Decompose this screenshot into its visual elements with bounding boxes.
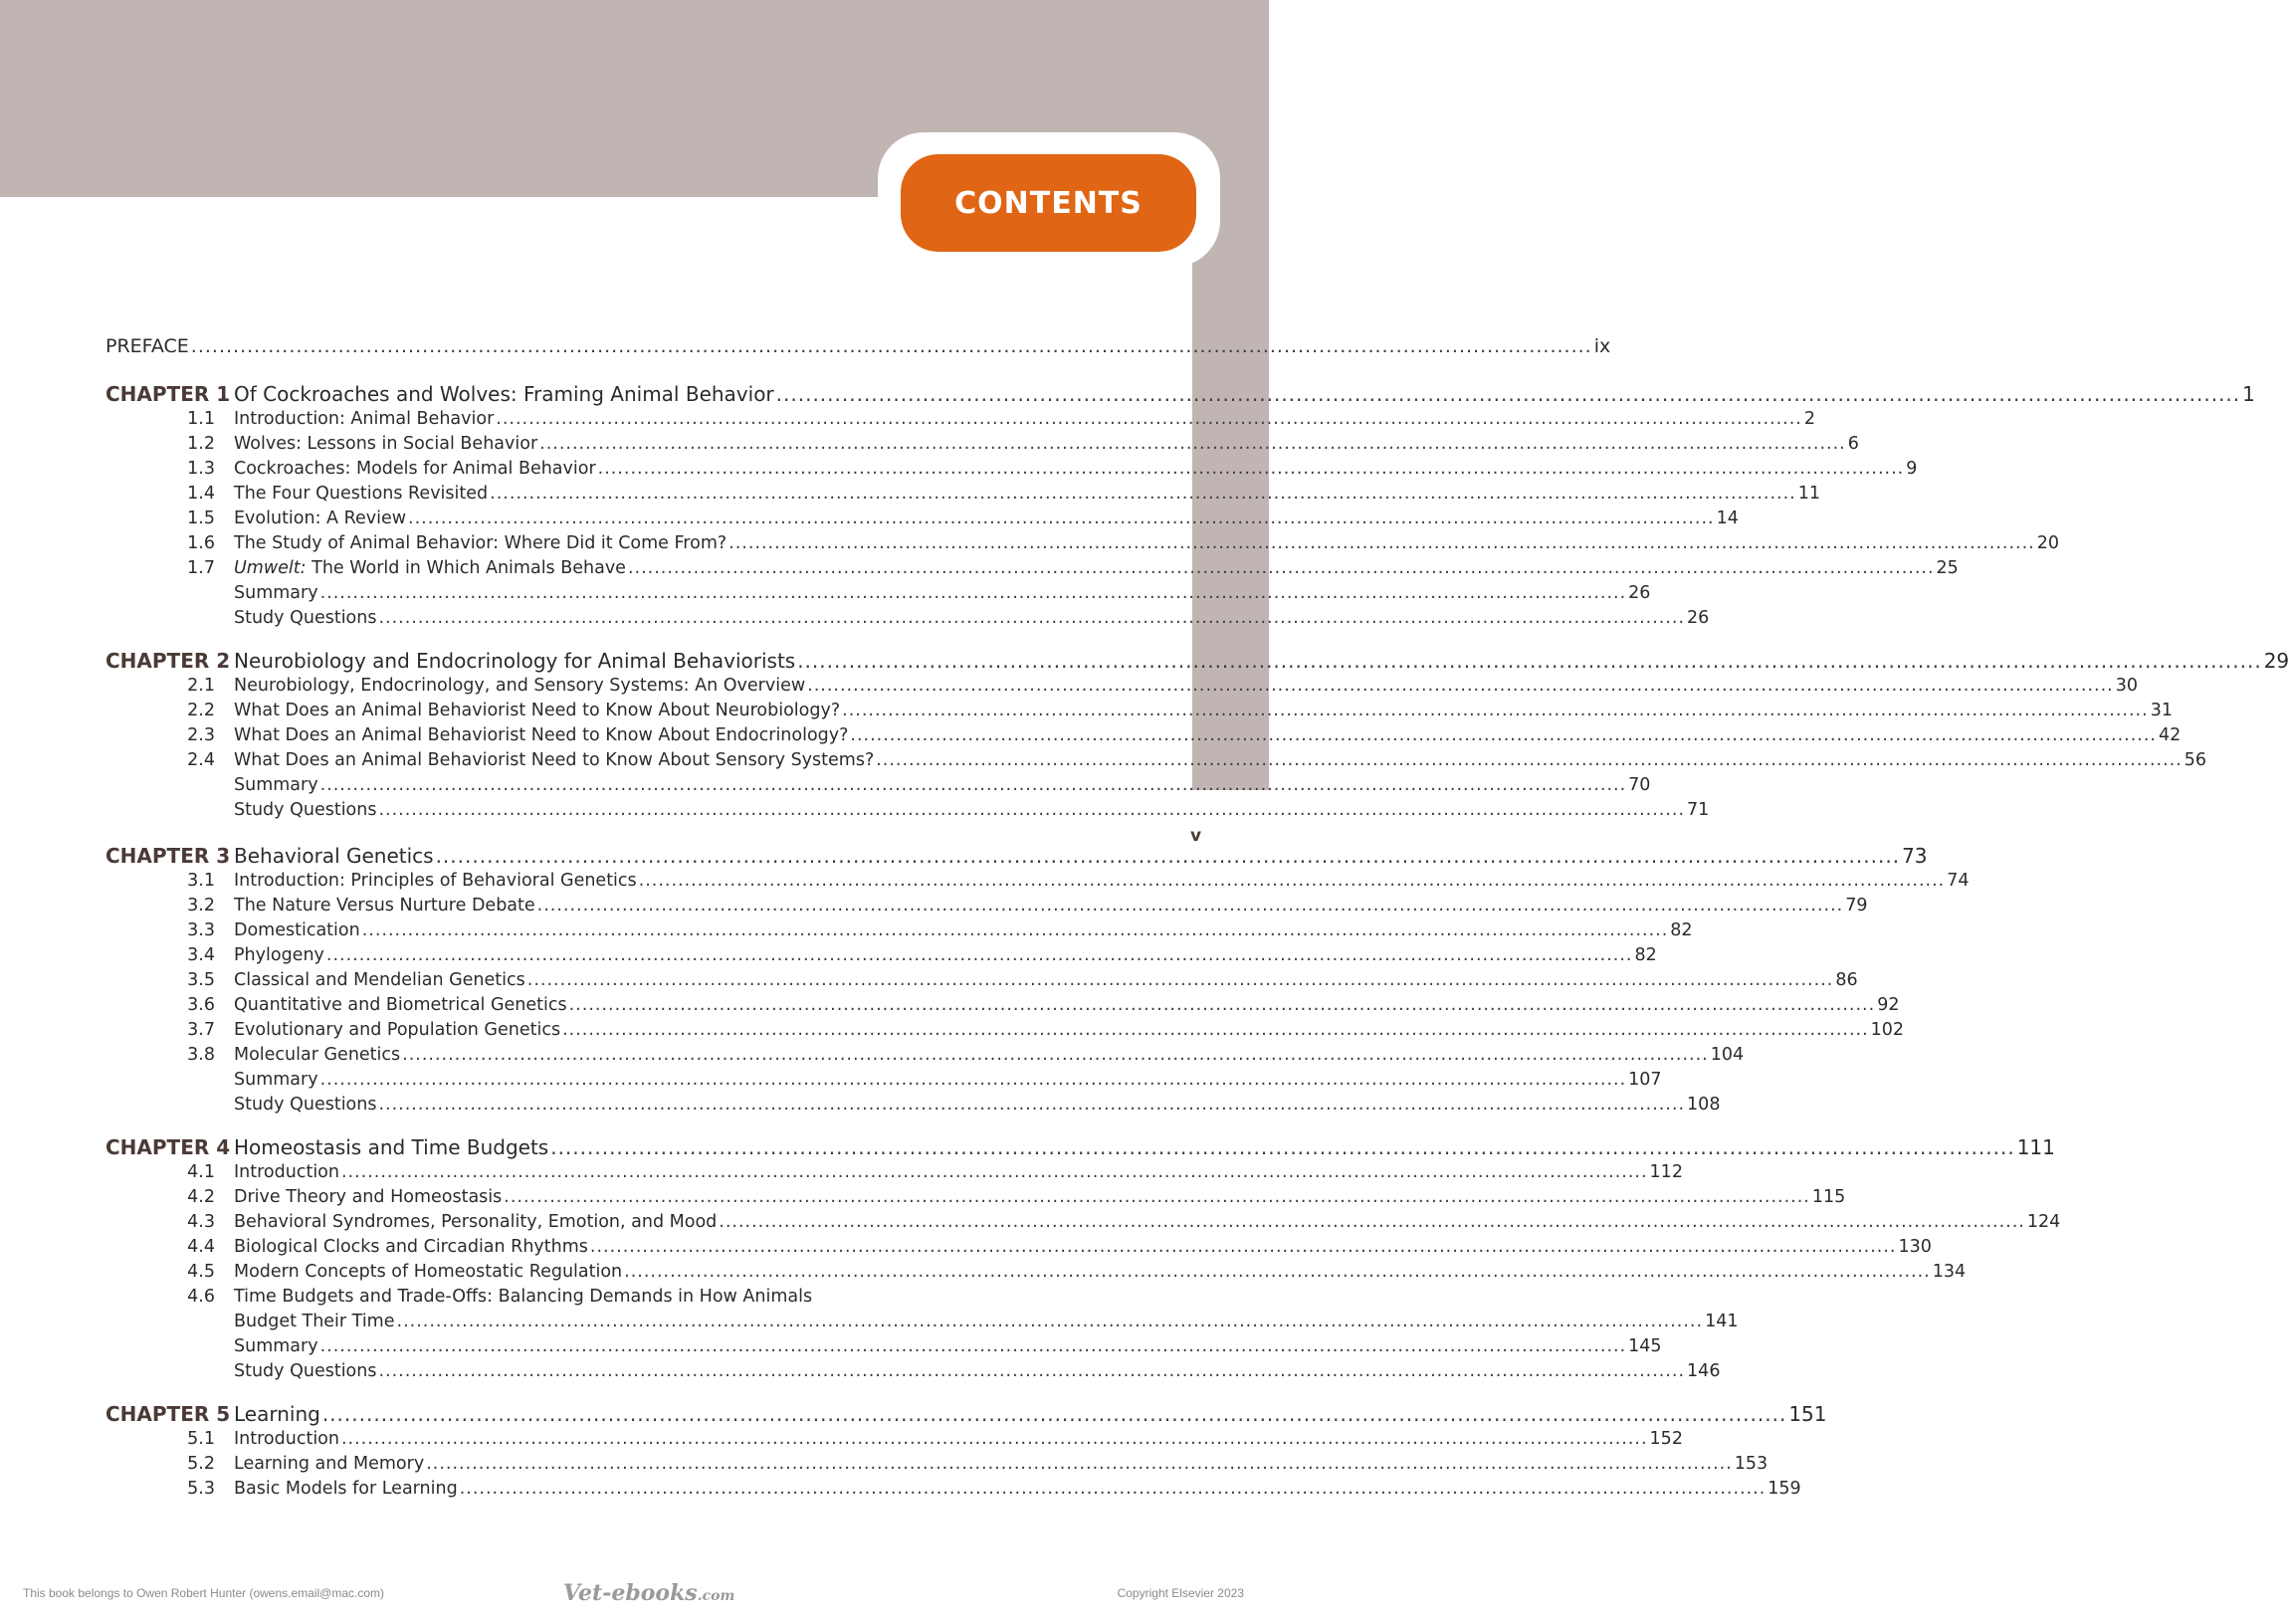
dot-leader: ........................................................................................................................................................................................................ [850,725,2157,745]
section-page: 71 [1687,800,1710,820]
section-title-text: Summary [234,583,318,603]
section-title [234,408,494,430]
toc-section-4-1[interactable] [105,1158,1683,1183]
chapter-page: 73 [1902,844,1928,868]
vet-ebooks-logo [563,1580,734,1606]
section-title [234,1360,376,1382]
copyright-note: Copyright Elsevier 2023 [1117,1586,1244,1600]
dot-leader: ........................................................................................................................................................................................................ [340,1162,1648,1182]
dot-leader: ........................................................................................................................................................................................................ [562,1020,1869,1040]
section-page: 104 [1710,1045,1745,1065]
section-page: 14 [1716,508,1739,528]
section-page: 30 [2115,676,2138,696]
toc-section-1-6[interactable] [105,529,2059,554]
section-title: Time Budgets and Trade-Offs: Balancing Demands in How Animals [234,1287,813,1307]
dot-leader: ........................................................................................................................................................................................................ [319,775,1627,795]
section-title [234,557,626,579]
toc-section-3-2[interactable] [105,892,1868,916]
toc-section-3-7[interactable] [105,1016,1905,1041]
section-number: 5.2 [187,1454,215,1474]
toc-section-3-5[interactable] [105,966,1858,991]
section-title [234,895,535,916]
toc-section-3-6[interactable] [105,991,1900,1016]
dot-leader: ........................................................................................................................................................................................................ [426,1454,1733,1474]
section-page: 130 [1898,1237,1932,1257]
section-number: 3.1 [187,871,215,891]
section-number: 2.1 [187,676,215,696]
section-title-text: Cockroaches: Models for Animal Behavior [234,459,596,479]
section-title-text: Introduction [234,1162,339,1182]
section-number: 3.6 [187,995,215,1015]
toc-section-2-3[interactable] [105,721,2182,746]
toc-summary[interactable] [105,579,1651,604]
dot-leader: ........................................................................................................................................................................................................ [319,583,1627,603]
dot-leader: ........................................................................................................................................................................................................ [340,1429,1648,1449]
section-number: 4.4 [187,1237,215,1257]
section-number: 5.1 [187,1429,215,1449]
section-title [234,919,360,941]
chapter-title: Of Cockroaches and Wolves: Framing Animal Behavior [234,382,774,406]
dot-leader: ........................................................................................................................................................................................................ [496,409,1802,429]
section-number: 3.8 [187,1045,215,1065]
dot-leader: ........................................................................................................................................................................................................ [775,382,2241,406]
section-title [234,1186,502,1208]
section-title [234,1453,424,1475]
section-title-text: The Four Questions Revisited [234,484,489,504]
section-page: 159 [1768,1479,1801,1499]
toc-preface-label: PREFACE [105,335,189,357]
section-page: 115 [1811,1187,1846,1207]
section-page: 20 [2036,533,2059,553]
section-title-text: Introduction: Animal Behavior [234,409,495,429]
toc-section-2-2[interactable] [105,697,2173,721]
section-title-text: Introduction [234,1429,339,1449]
section-page: 6 [1847,434,1859,454]
section-title-text: Study Questions [234,1361,377,1381]
section-title [234,483,488,505]
section-page: 86 [1835,970,1858,990]
section-title [234,774,318,796]
dot-leader: ........................................................................................................................................................................................................ [550,1135,2015,1159]
chapter-title: Learning [234,1402,320,1426]
chapter-label: CHAPTER 1 [105,382,231,406]
dot-leader: ........................................................................................................................................................................................................ [190,335,1592,357]
toc-study-questions[interactable] [105,796,1710,821]
toc-preface-page: ix [1593,335,1611,357]
section-title [234,1069,318,1091]
section-page: 92 [1877,995,1900,1015]
toc-study-questions[interactable] [105,604,1710,629]
toc-section-1-1[interactable] [105,405,1815,430]
toc-summary[interactable] [105,1332,1662,1357]
section-title [234,944,324,966]
section-title-text: Basic Models for Learning [234,1479,458,1499]
section-number: 3.3 [187,920,215,940]
section-title-text: The Study of Animal Behavior: Where Did it Come From? [234,533,728,553]
dot-leader: ........................................................................................................................................................................................................ [378,800,1686,820]
dot-leader: ........................................................................................................................................................................................................ [378,1361,1686,1381]
dot-leader: ........................................................................................................................................................................................................ [435,844,1901,868]
toc-section-3-1[interactable] [105,867,1970,892]
section-title-italic: Umwelt: [234,558,307,578]
section-title-text: Neurobiology, Endocrinology, and Sensory Systems: An Overview [234,676,806,696]
dot-leader: ........................................................................................................................................................................................................ [589,1237,1897,1257]
section-number: 4.6 [187,1287,215,1307]
toc-section-3-8[interactable] [105,1041,1745,1066]
section-title [234,1261,622,1283]
section-page: 124 [2026,1212,2061,1232]
dot-leader: ........................................................................................................................................................................................................ [361,920,1669,940]
chapter-title: Neurobiology and Endocrinology for Animal Behaviorists [234,649,796,673]
page-number: v [1190,826,1202,846]
section-title-text: Learning and Memory [234,1454,425,1474]
logo-suffix: .com [697,1588,735,1604]
dot-leader: ........................................................................................................................................................................................................ [797,649,2262,673]
dot-leader: ........................................................................................................................................................................................................ [490,484,1796,504]
section-title [234,582,318,604]
contents-heading: CONTENTS [954,185,1143,221]
section-title-text: Study Questions [234,800,377,820]
section-title-text: Phylogeny [234,945,324,965]
toc-section-3-3[interactable] [105,916,1693,941]
section-number: 2.2 [187,701,215,720]
ownership-note: This book belongs to Owen Robert Hunter (owens.email@mac.com) [23,1586,384,1600]
chapter-page: 111 [2016,1135,2055,1159]
dot-leader: ........................................................................................................................................................................................................ [408,508,1715,528]
dot-leader: ........................................................................................................................................................................................................ [627,558,1935,578]
section-title [234,675,805,697]
chapter-title: Behavioral Genetics [234,844,434,868]
dot-leader: ........................................................................................................................................................................................................ [624,1262,1931,1282]
dot-leader: ........................................................................................................................................................................................................ [378,1095,1686,1115]
dot-leader: ........................................................................................................................................................................................................ [459,1479,1767,1499]
section-title [234,1019,560,1041]
section-title [234,458,596,480]
dot-leader: ........................................................................................................................................................................................................ [807,676,2114,696]
section-page: 11 [1797,484,1820,504]
section-title [234,1211,717,1233]
toc-section-4-6-line1[interactable] [105,1283,919,1308]
toc-section-2-4[interactable] [105,746,2207,771]
toc-chapter-1[interactable] [105,380,2255,406]
section-title-text: Biological Clocks and Circadian Rhythms [234,1237,588,1257]
section-page: 107 [1628,1070,1662,1090]
toc-section-1-2[interactable] [105,430,1859,455]
dot-leader: ........................................................................................................................................................................................................ [719,1212,2025,1232]
section-title-text: Study Questions [234,608,377,628]
toc-section-4-2[interactable] [105,1183,1846,1208]
toc-chapter-4[interactable] [105,1133,2055,1159]
toc-chapter-3[interactable] [105,842,1928,868]
chapter-page: 1 [2242,382,2255,406]
section-title-text: Evolution: A Review [234,508,407,528]
toc-section-4-3[interactable] [105,1208,2061,1233]
chapter-title: Homeostasis and Time Budgets [234,1135,549,1159]
dot-leader: ........................................................................................................................................................................................................ [876,750,2183,770]
section-page: 112 [1649,1162,1683,1182]
section-title [234,508,406,529]
section-title-text: Summary [234,1070,318,1090]
section-title [234,994,567,1016]
section-title-text: The World in Which Animals Behave [306,558,626,578]
dot-leader: ........................................................................................................................................................................................................ [396,1312,1704,1331]
dot-leader: ........................................................................................................................................................................................................ [325,945,1633,965]
section-title-text: Wolves: Lessons in Social Behavior [234,434,538,454]
toc-section-5-1[interactable] [105,1425,1683,1450]
section-page: 9 [1906,459,1918,479]
toc-study-questions[interactable] [105,1091,1721,1116]
section-number: 3.7 [187,1020,215,1040]
section-number: 5.3 [187,1479,215,1499]
section-title [234,1044,400,1066]
dot-leader: ........................................................................................................................................................................................................ [842,701,2149,720]
section-page: 141 [1705,1312,1739,1331]
dot-leader: ........................................................................................................................................................................................................ [319,1070,1627,1090]
section-number: 3.4 [187,945,215,965]
toc-section-4-5[interactable] [105,1258,1967,1283]
dot-leader: ........................................................................................................................................................................................................ [539,434,1846,454]
toc-summary[interactable] [105,1066,1662,1091]
section-page: 2 [1803,409,1815,429]
section-number: 2.3 [187,725,215,745]
section-title [234,969,525,991]
section-title-text: Study Questions [234,1095,377,1115]
section-number: 4.1 [187,1162,215,1182]
section-page: 134 [1932,1262,1967,1282]
section-number: 1.6 [187,533,215,553]
dot-leader: ........................................................................................................................................................................................................ [378,608,1686,628]
section-title [234,1428,339,1450]
section-number: 1.2 [187,434,215,454]
section-title [234,799,376,821]
dot-leader: ........................................................................................................................................................................................................ [638,871,1946,891]
section-page: 25 [1936,558,1959,578]
section-title-text: Molecular Genetics [234,1045,401,1065]
section-title-text: Summary [234,1336,318,1356]
section-page: 70 [1628,775,1651,795]
section-title [234,1094,376,1116]
section-page: 153 [1734,1454,1769,1474]
section-number: 2.4 [187,750,215,770]
logo-text: Vet-ebooks [563,1580,698,1606]
section-page: 56 [2184,750,2207,770]
dot-leader: ........................................................................................................................................................................................................ [321,1402,1787,1426]
section-title [234,870,637,892]
section-page: 26 [1628,583,1651,603]
toc-preface[interactable] [105,332,1611,357]
section-title [234,607,376,629]
chapter-label: CHAPTER 5 [105,1402,231,1426]
section-title-text: Introduction: Principles of Behavioral Genetics [234,871,637,891]
section-page: 26 [1687,608,1710,628]
toc-section-5-3[interactable] [105,1475,1801,1500]
section-number: 1.4 [187,484,215,504]
section-title-text: Behavioral Syndromes, Personality, Emotion, and Mood [234,1212,718,1232]
toc-section-5-2[interactable] [105,1450,1769,1475]
section-page: 79 [1845,896,1868,915]
section-number: 1.5 [187,508,215,528]
section-page: 145 [1628,1336,1662,1356]
chapter-page: 151 [1788,1402,1827,1426]
toc-section-4-4[interactable] [105,1233,1932,1258]
toc-section-4-6[interactable] [105,1308,1739,1332]
toc-section-1-3[interactable] [105,455,1918,480]
section-title-text: Classical and Mendelian Genetics [234,970,525,990]
toc-chapter-5[interactable] [105,1400,1827,1426]
chapter-label: CHAPTER 4 [105,1135,231,1159]
dot-leader: ........................................................................................................................................................................................................ [568,995,1876,1015]
section-number: 1.7 [187,558,215,578]
section-title [234,724,848,746]
dot-leader: ........................................................................................................................................................................................................ [319,1336,1627,1356]
chapter-label: CHAPTER 2 [105,649,231,673]
section-title [234,1478,458,1500]
section-title-text: The Nature Versus Nurture Debate [234,896,535,915]
dot-leader: ........................................................................................................................................................................................................ [402,1045,1709,1065]
section-title [234,532,727,554]
toc-section-3-4[interactable] [105,941,1657,966]
section-number: 3.2 [187,896,215,915]
section-page: 42 [2158,725,2182,745]
section-page: 108 [1687,1095,1721,1115]
section-title-text: What Does an Animal Behaviorist Need to Know About Endocrinology? [234,725,849,745]
section-title-text: Quantitative and Biometrical Genetics [234,995,567,1015]
section-title [234,433,537,455]
section-page: 82 [1634,945,1657,965]
section-number: 1.3 [187,459,215,479]
dot-leader: ........................................................................................................................................................................................................ [526,970,1834,990]
toc-chapter-2[interactable] [105,647,2289,673]
section-number: 4.2 [187,1187,215,1207]
chapter-label: CHAPTER 3 [105,844,231,868]
section-number: 4.5 [187,1262,215,1282]
section-title [234,1161,339,1183]
section-title-text: Evolutionary and Population Genetics [234,1020,561,1040]
toc-summary[interactable] [105,771,1651,796]
section-page: 74 [1947,871,1970,891]
section-title-text: Summary [234,775,318,795]
dot-leader: ........................................................................................................................................................................................................ [728,533,2035,553]
section-page: 31 [2150,701,2173,720]
toc-section-1-5[interactable] [105,505,1739,529]
section-page: 102 [1870,1020,1905,1040]
chapter-page: 29 [2263,649,2289,673]
section-page: 82 [1670,920,1693,940]
section-title-text: Modern Concepts of Homeostatic Regulation [234,1262,623,1282]
section-number: 3.5 [187,970,215,990]
section-title-text: What Does an Animal Behaviorist Need to Know About Sensory Systems? [234,750,875,770]
toc-section-2-1[interactable] [105,672,2138,697]
contents-tab [901,154,1196,252]
section-title [234,700,840,721]
section-page: 152 [1649,1429,1683,1449]
dot-leader: ........................................................................................................................................................................................................ [536,896,1844,915]
section-title [234,749,874,771]
section-title-text: Drive Theory and Homeostasis [234,1187,503,1207]
section-title-continued: Budget Their Time [234,1312,395,1331]
section-page: 146 [1687,1361,1721,1381]
toc-section-1-4[interactable] [105,480,1820,505]
section-title [234,1335,318,1357]
section-title-text: What Does an Animal Behaviorist Need to Know About Neurobiology? [234,701,841,720]
section-title [234,1236,588,1258]
dot-leader: ........................................................................................................................................................................................................ [504,1187,1810,1207]
toc-section-1-7[interactable] [105,554,1959,579]
toc-study-questions[interactable] [105,1357,1721,1382]
dot-leader: ........................................................................................................................................................................................................ [597,459,1905,479]
section-number: 4.3 [187,1212,215,1232]
section-number: 1.1 [187,409,215,429]
section-title-text: Domestication [234,920,360,940]
